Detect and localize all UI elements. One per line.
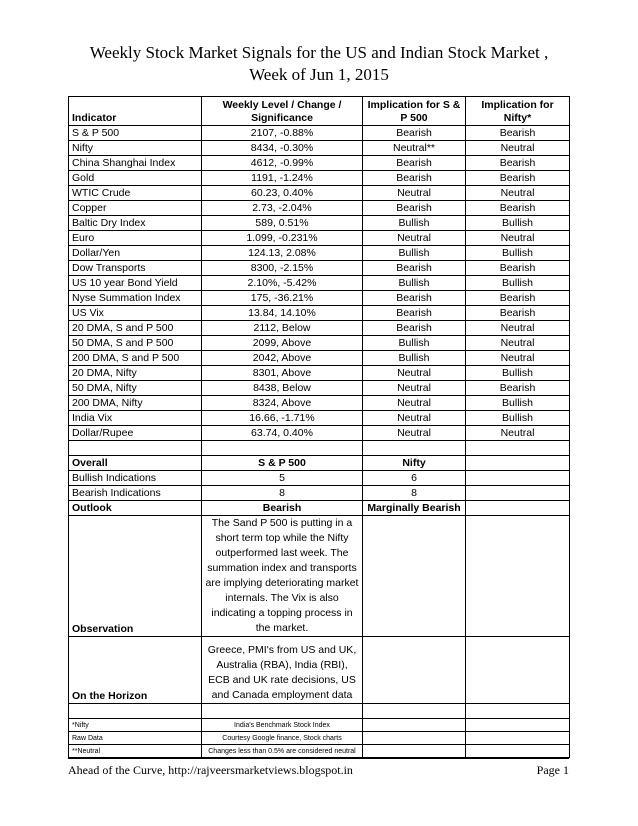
outlook-sp: Bearish	[202, 501, 363, 516]
implication-nifty: Bearish	[466, 306, 570, 321]
implication-sp: Bullish	[363, 276, 466, 291]
implication-sp: Bearish	[363, 291, 466, 306]
weekly-value: 8434, -0.30%	[202, 141, 363, 156]
bearish-row	[69, 486, 570, 501]
indicator-row	[69, 321, 570, 336]
note-text: India's Benchmark Stock Index	[202, 719, 363, 732]
implication-nifty: Neutral	[466, 186, 570, 201]
indicator-name: S & P 500	[69, 126, 202, 141]
indicator-row	[69, 351, 570, 366]
implication-sp: Bearish	[363, 321, 466, 336]
indicator-name: 200 DMA, S and P 500	[69, 351, 202, 366]
weekly-value: 589, 0.51%	[202, 216, 363, 231]
indicator-row	[69, 246, 570, 261]
outlook-label: Outlook	[69, 501, 202, 516]
indicator-row	[69, 186, 570, 201]
indicator-row	[69, 381, 570, 396]
indicator-row	[69, 126, 570, 141]
implication-sp: Neutral**	[363, 141, 466, 156]
implication-sp: Neutral	[363, 186, 466, 201]
overall-nifty-label: Nifty	[363, 456, 466, 471]
indicator-name: China Shanghai Index	[69, 156, 202, 171]
implication-sp: Bearish	[363, 306, 466, 321]
bullish-sp: 5	[202, 471, 363, 486]
implication-nifty: Bullish	[466, 396, 570, 411]
indicator-name: Dollar/Rupee	[69, 426, 202, 441]
bearish-label: Bearish Indications	[69, 486, 202, 501]
header-row	[69, 97, 570, 126]
implication-sp: Bearish	[363, 261, 466, 276]
title-line-2: Week of Jun 1, 2015	[249, 65, 389, 84]
note-row	[69, 745, 570, 758]
note-label: Raw Data	[69, 732, 202, 745]
indicator-row	[69, 396, 570, 411]
indicator-row	[69, 306, 570, 321]
implication-nifty: Bearish	[466, 381, 570, 396]
implication-sp: Neutral	[363, 231, 466, 246]
indicator-name: 20 DMA, S and P 500	[69, 321, 202, 336]
indicator-name: Dollar/Yen	[69, 246, 202, 261]
implication-sp: Bullish	[363, 216, 466, 231]
bullish-row	[69, 471, 570, 486]
implication-sp: Bearish	[363, 201, 466, 216]
spacer-row	[69, 704, 570, 719]
indicator-name: Dow Transports	[69, 261, 202, 276]
weekly-value: 8324, Above	[202, 396, 363, 411]
indicator-name: 50 DMA, S and P 500	[69, 336, 202, 351]
indicator-name: Nifty	[69, 141, 202, 156]
implication-nifty: Bullish	[466, 246, 570, 261]
implication-nifty: Bearish	[466, 261, 570, 276]
indicator-row	[69, 261, 570, 276]
header-indicator: Indicator	[69, 97, 202, 126]
implication-sp: Bearish	[363, 156, 466, 171]
note-text: Changes less than 0.5% are considered neutral	[202, 745, 363, 758]
weekly-value: 8300, -2.15%	[202, 261, 363, 276]
implication-sp: Bearish	[363, 171, 466, 186]
bearish-sp: 8	[202, 486, 363, 501]
weekly-value: 124.13, 2.08%	[202, 246, 363, 261]
implication-sp: Neutral	[363, 381, 466, 396]
weekly-value: 8438, Below	[202, 381, 363, 396]
weekly-value: 2107, -0.88%	[202, 126, 363, 141]
indicator-name: 50 DMA, Nifty	[69, 381, 202, 396]
implication-nifty: Neutral	[466, 231, 570, 246]
note-row	[69, 732, 570, 745]
implication-nifty: Bearish	[466, 201, 570, 216]
outlook-row	[69, 501, 570, 516]
weekly-value: 1191, -1.24%	[202, 171, 363, 186]
observation-text: The Sand P 500 is putting in a short term top while the Nifty outperformed last week. The summation index and transports are implying deteriorating market internals. The Vix is also indicating a topping process in the market.	[202, 516, 363, 637]
implication-sp: Neutral	[363, 426, 466, 441]
header-implication-sp: Implication for S & P 500	[363, 97, 466, 126]
weekly-value: 2099, Above	[202, 336, 363, 351]
indicator-row	[69, 426, 570, 441]
indicator-name: Baltic Dry Index	[69, 216, 202, 231]
horizon-row	[69, 637, 570, 704]
weekly-value: 60.23, 0.40%	[202, 186, 363, 201]
implication-nifty: Bullish	[466, 216, 570, 231]
indicator-name: 200 DMA, Nifty	[69, 396, 202, 411]
bearish-nifty: 8	[363, 486, 466, 501]
implication-nifty: Bullish	[466, 366, 570, 381]
spacer-row	[69, 441, 570, 456]
weekly-value: 175, -36.21%	[202, 291, 363, 306]
weekly-value: 2.10%, -5.42%	[202, 276, 363, 291]
implication-sp: Neutral	[363, 366, 466, 381]
page-title	[0, 42, 638, 86]
implication-nifty: Neutral	[466, 351, 570, 366]
weekly-value: 2.73, -2.04%	[202, 201, 363, 216]
footer-page-number: Page 1	[536, 763, 569, 777]
footer-site: Ahead of the Curve, http://rajveersmarketviews.blogspot.in	[68, 763, 353, 777]
indicator-name: 20 DMA, Nifty	[69, 366, 202, 381]
implication-nifty: Bullish	[466, 411, 570, 426]
indicator-row	[69, 156, 570, 171]
implication-nifty: Bullish	[466, 276, 570, 291]
indicator-name: Gold	[69, 171, 202, 186]
implication-nifty: Neutral	[466, 321, 570, 336]
observation-label: Observation	[69, 516, 202, 637]
indicator-name: Copper	[69, 201, 202, 216]
implication-nifty: Neutral	[466, 426, 570, 441]
note-text: Courtesy Google finance, Stock charts	[202, 732, 363, 745]
horizon-label: On the Horizon	[69, 637, 202, 704]
signals-table	[68, 96, 570, 758]
implication-sp: Bearish	[363, 126, 466, 141]
implication-nifty: Bearish	[466, 156, 570, 171]
weekly-value: 4612, -0.99%	[202, 156, 363, 171]
note-row	[69, 719, 570, 732]
observation-row	[69, 516, 570, 637]
title-line-1: Weekly Stock Market Signals for the US and Indian Stock Market ,	[89, 43, 549, 62]
weekly-value: 8301, Above	[202, 366, 363, 381]
note-label: **Neutral	[69, 745, 202, 758]
indicator-name: WTIC Crude	[69, 186, 202, 201]
indicator-row	[69, 411, 570, 426]
indicator-row	[69, 291, 570, 306]
weekly-value: 2042, Above	[202, 351, 363, 366]
weekly-value: 1.099, -0.231%	[202, 231, 363, 246]
implication-nifty: Neutral	[466, 336, 570, 351]
indicator-row	[69, 171, 570, 186]
indicator-row	[69, 201, 570, 216]
implication-nifty: Bearish	[466, 171, 570, 186]
indicator-row	[69, 231, 570, 246]
weekly-value: 2112, Below	[202, 321, 363, 336]
implication-nifty: Bearish	[466, 291, 570, 306]
note-label: *Nifty	[69, 719, 202, 732]
implication-sp: Neutral	[363, 411, 466, 426]
page-footer	[68, 758, 569, 778]
implication-sp: Neutral	[363, 396, 466, 411]
indicator-name: US Vix	[69, 306, 202, 321]
bullish-label: Bullish Indications	[69, 471, 202, 486]
implication-sp: Bullish	[363, 246, 466, 261]
implication-nifty: Bearish	[466, 126, 570, 141]
indicator-name: US 10 year Bond Yield	[69, 276, 202, 291]
indicator-name: Nyse Summation Index	[69, 291, 202, 306]
indicator-name: India Vix	[69, 411, 202, 426]
indicator-row	[69, 141, 570, 156]
implication-nifty: Neutral	[466, 141, 570, 156]
indicator-row	[69, 276, 570, 291]
horizon-text: Greece, PMI's from US and UK, Australia (RBA), India (RBI), ECB and UK rate decisions, US and Canada employment data	[202, 637, 363, 704]
weekly-value: 16.66, -1.71%	[202, 411, 363, 426]
implication-sp: Bullish	[363, 336, 466, 351]
weekly-value: 13.84, 14.10%	[202, 306, 363, 321]
implication-sp: Bullish	[363, 351, 466, 366]
header-weekly: Weekly Level / Change / Significance	[202, 97, 363, 126]
outlook-nifty: Marginally Bearish	[363, 501, 466, 516]
indicator-row	[69, 216, 570, 231]
header-implication-nifty: Implication for Nifty*	[466, 97, 570, 126]
overall-sp-label: S & P 500	[202, 456, 363, 471]
indicator-row	[69, 336, 570, 351]
indicator-name: Euro	[69, 231, 202, 246]
overall-row	[69, 456, 570, 471]
weekly-value: 63.74, 0.40%	[202, 426, 363, 441]
indicator-row	[69, 366, 570, 381]
overall-label: Overall	[69, 456, 202, 471]
bullish-nifty: 6	[363, 471, 466, 486]
